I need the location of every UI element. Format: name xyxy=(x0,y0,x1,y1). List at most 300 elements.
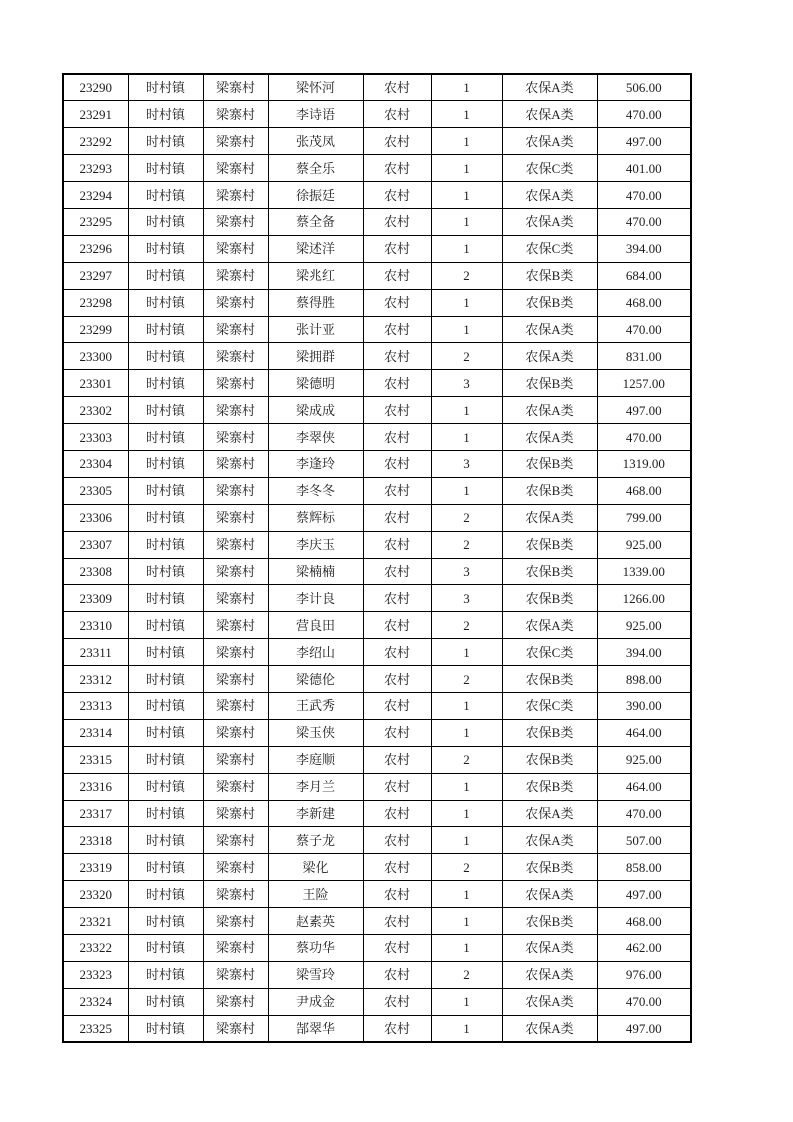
cell-person-count: 2 xyxy=(431,961,502,988)
cell-residence-type: 农村 xyxy=(363,1015,431,1042)
cell-residence-type: 农村 xyxy=(363,854,431,881)
cell-person-count: 2 xyxy=(431,504,502,531)
cell-person-name: 梁怀河 xyxy=(268,74,363,101)
cell-person-name: 李翠侠 xyxy=(268,424,363,451)
cell-serial-number: 23303 xyxy=(63,424,128,451)
table-row xyxy=(63,558,691,585)
cell-town: 时村镇 xyxy=(128,235,203,262)
cell-town: 时村镇 xyxy=(128,128,203,155)
cell-insurance-category: 农保B类 xyxy=(502,370,597,397)
cell-town: 时村镇 xyxy=(128,827,203,854)
cell-person-count: 3 xyxy=(431,585,502,612)
cell-residence-type: 农村 xyxy=(363,235,431,262)
cell-residence-type: 农村 xyxy=(363,477,431,504)
table-row xyxy=(63,370,691,397)
cell-person-count: 3 xyxy=(431,450,502,477)
cell-insurance-category: 农保A类 xyxy=(502,182,597,209)
cell-person-name: 赵素英 xyxy=(268,908,363,935)
cell-insurance-category: 农保B类 xyxy=(502,450,597,477)
table-row xyxy=(63,208,691,235)
cell-insurance-category: 农保A类 xyxy=(502,504,597,531)
cell-insurance-category: 农保C类 xyxy=(502,155,597,182)
cell-amount: 470.00 xyxy=(597,424,691,451)
cell-person-name: 尹成金 xyxy=(268,988,363,1015)
cell-insurance-category: 农保B类 xyxy=(502,531,597,558)
cell-person-count: 2 xyxy=(431,746,502,773)
table-row xyxy=(63,746,691,773)
table-row xyxy=(63,343,691,370)
cell-town: 时村镇 xyxy=(128,773,203,800)
cell-person-count: 2 xyxy=(431,666,502,693)
cell-amount: 497.00 xyxy=(597,128,691,155)
cell-town: 时村镇 xyxy=(128,746,203,773)
cell-person-count: 1 xyxy=(431,827,502,854)
cell-person-name: 蔡全备 xyxy=(268,208,363,235)
cell-person-name: 蔡功华 xyxy=(268,935,363,962)
cell-residence-type: 农村 xyxy=(363,692,431,719)
cell-residence-type: 农村 xyxy=(363,988,431,1015)
cell-person-count: 1 xyxy=(431,773,502,800)
cell-village: 梁寨村 xyxy=(203,504,268,531)
cell-residence-type: 农村 xyxy=(363,558,431,585)
cell-village: 梁寨村 xyxy=(203,1015,268,1042)
cell-amount: 497.00 xyxy=(597,397,691,424)
cell-person-count: 2 xyxy=(431,531,502,558)
table-row xyxy=(63,504,691,531)
table-row xyxy=(63,827,691,854)
cell-serial-number: 23301 xyxy=(63,370,128,397)
cell-serial-number: 23321 xyxy=(63,908,128,935)
table-row xyxy=(63,935,691,962)
cell-person-count: 1 xyxy=(431,182,502,209)
cell-person-name: 王武秀 xyxy=(268,692,363,719)
cell-village: 梁寨村 xyxy=(203,343,268,370)
table-row xyxy=(63,585,691,612)
table-row xyxy=(63,666,691,693)
cell-village: 梁寨村 xyxy=(203,692,268,719)
cell-person-name: 李庭顺 xyxy=(268,746,363,773)
cell-person-name: 李诗语 xyxy=(268,101,363,128)
cell-town: 时村镇 xyxy=(128,182,203,209)
cell-village: 梁寨村 xyxy=(203,800,268,827)
cell-serial-number: 23323 xyxy=(63,961,128,988)
cell-amount: 684.00 xyxy=(597,262,691,289)
cell-person-count: 2 xyxy=(431,343,502,370)
cell-amount: 464.00 xyxy=(597,719,691,746)
table-row xyxy=(63,854,691,881)
cell-person-name: 蔡全乐 xyxy=(268,155,363,182)
cell-town: 时村镇 xyxy=(128,370,203,397)
cell-serial-number: 23296 xyxy=(63,235,128,262)
cell-serial-number: 23319 xyxy=(63,854,128,881)
cell-serial-number: 23290 xyxy=(63,74,128,101)
table-row xyxy=(63,262,691,289)
cell-town: 时村镇 xyxy=(128,101,203,128)
cell-amount: 464.00 xyxy=(597,773,691,800)
cell-person-name: 张茂凤 xyxy=(268,128,363,155)
cell-village: 梁寨村 xyxy=(203,881,268,908)
cell-insurance-category: 农保B类 xyxy=(502,719,597,746)
cell-insurance-category: 农保A类 xyxy=(502,1015,597,1042)
table-row xyxy=(63,477,691,504)
cell-residence-type: 农村 xyxy=(363,800,431,827)
cell-insurance-category: 农保A类 xyxy=(502,881,597,908)
cell-person-count: 3 xyxy=(431,558,502,585)
cell-residence-type: 农村 xyxy=(363,773,431,800)
cell-serial-number: 23324 xyxy=(63,988,128,1015)
cell-residence-type: 农村 xyxy=(363,128,431,155)
table-row xyxy=(63,1015,691,1042)
table-row xyxy=(63,74,691,101)
cell-person-name: 李绍山 xyxy=(268,639,363,666)
cell-person-count: 1 xyxy=(431,477,502,504)
cell-village: 梁寨村 xyxy=(203,666,268,693)
table-row xyxy=(63,719,691,746)
cell-insurance-category: 农保A类 xyxy=(502,101,597,128)
cell-amount: 497.00 xyxy=(597,881,691,908)
cell-town: 时村镇 xyxy=(128,477,203,504)
cell-town: 时村镇 xyxy=(128,719,203,746)
cell-town: 时村镇 xyxy=(128,612,203,639)
cell-residence-type: 农村 xyxy=(363,262,431,289)
table-row xyxy=(63,101,691,128)
cell-amount: 470.00 xyxy=(597,208,691,235)
cell-amount: 462.00 xyxy=(597,935,691,962)
cell-person-count: 1 xyxy=(431,74,502,101)
cell-village: 梁寨村 xyxy=(203,397,268,424)
cell-serial-number: 23307 xyxy=(63,531,128,558)
cell-amount: 470.00 xyxy=(597,101,691,128)
cell-residence-type: 农村 xyxy=(363,504,431,531)
cell-insurance-category: 农保A类 xyxy=(502,74,597,101)
cell-insurance-category: 农保B类 xyxy=(502,854,597,881)
cell-serial-number: 23316 xyxy=(63,773,128,800)
cell-amount: 468.00 xyxy=(597,908,691,935)
cell-village: 梁寨村 xyxy=(203,289,268,316)
cell-person-name: 徐振廷 xyxy=(268,182,363,209)
cell-insurance-category: 农保B类 xyxy=(502,558,597,585)
cell-amount: 925.00 xyxy=(597,531,691,558)
cell-person-count: 1 xyxy=(431,908,502,935)
cell-town: 时村镇 xyxy=(128,397,203,424)
cell-village: 梁寨村 xyxy=(203,585,268,612)
cell-town: 时村镇 xyxy=(128,208,203,235)
cell-village: 梁寨村 xyxy=(203,450,268,477)
cell-village: 梁寨村 xyxy=(203,262,268,289)
table-row xyxy=(63,397,691,424)
cell-serial-number: 23306 xyxy=(63,504,128,531)
cell-residence-type: 农村 xyxy=(363,827,431,854)
cell-insurance-category: 农保B类 xyxy=(502,585,597,612)
cell-insurance-category: 农保C类 xyxy=(502,235,597,262)
cell-person-name: 蔡得胜 xyxy=(268,289,363,316)
cell-person-name: 王险 xyxy=(268,881,363,908)
cell-town: 时村镇 xyxy=(128,289,203,316)
cell-amount: 470.00 xyxy=(597,988,691,1015)
cell-amount: 506.00 xyxy=(597,74,691,101)
cell-person-name: 梁玉侠 xyxy=(268,719,363,746)
cell-residence-type: 农村 xyxy=(363,343,431,370)
cell-serial-number: 23299 xyxy=(63,316,128,343)
table-body xyxy=(63,74,691,1042)
cell-serial-number: 23304 xyxy=(63,450,128,477)
cell-village: 梁寨村 xyxy=(203,74,268,101)
cell-serial-number: 23294 xyxy=(63,182,128,209)
cell-town: 时村镇 xyxy=(128,988,203,1015)
cell-person-name: 梁成成 xyxy=(268,397,363,424)
cell-amount: 468.00 xyxy=(597,289,691,316)
table-row xyxy=(63,155,691,182)
cell-insurance-category: 农保C类 xyxy=(502,639,597,666)
cell-village: 梁寨村 xyxy=(203,773,268,800)
cell-serial-number: 23313 xyxy=(63,692,128,719)
table-row xyxy=(63,800,691,827)
cell-insurance-category: 农保A类 xyxy=(502,935,597,962)
cell-village: 梁寨村 xyxy=(203,558,268,585)
cell-person-count: 2 xyxy=(431,854,502,881)
table-row xyxy=(63,182,691,209)
cell-amount: 976.00 xyxy=(597,961,691,988)
cell-person-count: 1 xyxy=(431,639,502,666)
cell-serial-number: 23325 xyxy=(63,1015,128,1042)
cell-village: 梁寨村 xyxy=(203,477,268,504)
cell-serial-number: 23295 xyxy=(63,208,128,235)
cell-residence-type: 农村 xyxy=(363,155,431,182)
cell-village: 梁寨村 xyxy=(203,639,268,666)
table-row xyxy=(63,881,691,908)
cell-town: 时村镇 xyxy=(128,343,203,370)
cell-insurance-category: 农保A类 xyxy=(502,397,597,424)
cell-insurance-category: 农保A类 xyxy=(502,128,597,155)
cell-residence-type: 农村 xyxy=(363,961,431,988)
cell-village: 梁寨村 xyxy=(203,908,268,935)
cell-person-name: 李逢玲 xyxy=(268,450,363,477)
cell-person-name: 梁拥群 xyxy=(268,343,363,370)
cell-insurance-category: 农保B类 xyxy=(502,262,597,289)
table-row xyxy=(63,289,691,316)
table-row xyxy=(63,612,691,639)
cell-town: 时村镇 xyxy=(128,450,203,477)
cell-town: 时村镇 xyxy=(128,1015,203,1042)
cell-insurance-category: 农保B类 xyxy=(502,908,597,935)
table-row xyxy=(63,424,691,451)
cell-town: 时村镇 xyxy=(128,666,203,693)
cell-insurance-category: 农保A类 xyxy=(502,800,597,827)
cell-town: 时村镇 xyxy=(128,155,203,182)
cell-amount: 470.00 xyxy=(597,800,691,827)
cell-residence-type: 农村 xyxy=(363,450,431,477)
cell-town: 时村镇 xyxy=(128,262,203,289)
cell-town: 时村镇 xyxy=(128,800,203,827)
cell-person-name: 蔡辉标 xyxy=(268,504,363,531)
cell-amount: 470.00 xyxy=(597,182,691,209)
cell-town: 时村镇 xyxy=(128,585,203,612)
cell-residence-type: 农村 xyxy=(363,397,431,424)
table-row xyxy=(63,639,691,666)
cell-village: 梁寨村 xyxy=(203,961,268,988)
table-row xyxy=(63,316,691,343)
cell-person-count: 1 xyxy=(431,101,502,128)
cell-town: 时村镇 xyxy=(128,74,203,101)
cell-village: 梁寨村 xyxy=(203,182,268,209)
cell-person-name: 梁雪玲 xyxy=(268,961,363,988)
cell-village: 梁寨村 xyxy=(203,854,268,881)
cell-amount: 497.00 xyxy=(597,1015,691,1042)
cell-person-count: 1 xyxy=(431,719,502,746)
cell-village: 梁寨村 xyxy=(203,208,268,235)
cell-serial-number: 23302 xyxy=(63,397,128,424)
cell-town: 时村镇 xyxy=(128,935,203,962)
cell-serial-number: 23308 xyxy=(63,558,128,585)
cell-person-name: 李冬冬 xyxy=(268,477,363,504)
cell-town: 时村镇 xyxy=(128,961,203,988)
table-row xyxy=(63,988,691,1015)
cell-person-count: 1 xyxy=(431,316,502,343)
cell-person-name: 李计良 xyxy=(268,585,363,612)
pension-payment-table xyxy=(62,73,692,1043)
cell-insurance-category: 农保B类 xyxy=(502,746,597,773)
cell-residence-type: 农村 xyxy=(363,101,431,128)
cell-person-count: 1 xyxy=(431,208,502,235)
cell-serial-number: 23293 xyxy=(63,155,128,182)
cell-serial-number: 23310 xyxy=(63,612,128,639)
cell-village: 梁寨村 xyxy=(203,101,268,128)
cell-serial-number: 23298 xyxy=(63,289,128,316)
cell-town: 时村镇 xyxy=(128,881,203,908)
cell-residence-type: 农村 xyxy=(363,182,431,209)
table-row xyxy=(63,531,691,558)
table-row xyxy=(63,908,691,935)
table-row xyxy=(63,128,691,155)
cell-village: 梁寨村 xyxy=(203,370,268,397)
cell-person-name: 梁兆红 xyxy=(268,262,363,289)
cell-village: 梁寨村 xyxy=(203,719,268,746)
cell-person-count: 1 xyxy=(431,692,502,719)
cell-person-count: 1 xyxy=(431,988,502,1015)
table-row xyxy=(63,961,691,988)
cell-residence-type: 农村 xyxy=(363,585,431,612)
cell-residence-type: 农村 xyxy=(363,208,431,235)
cell-amount: 1339.00 xyxy=(597,558,691,585)
cell-person-count: 1 xyxy=(431,289,502,316)
cell-residence-type: 农村 xyxy=(363,881,431,908)
cell-person-count: 3 xyxy=(431,370,502,397)
cell-amount: 1257.00 xyxy=(597,370,691,397)
cell-insurance-category: 农保B类 xyxy=(502,773,597,800)
cell-residence-type: 农村 xyxy=(363,666,431,693)
cell-insurance-category: 农保A类 xyxy=(502,612,597,639)
cell-person-count: 2 xyxy=(431,612,502,639)
cell-insurance-category: 农保B类 xyxy=(502,666,597,693)
cell-residence-type: 农村 xyxy=(363,639,431,666)
cell-serial-number: 23292 xyxy=(63,128,128,155)
cell-serial-number: 23291 xyxy=(63,101,128,128)
cell-town: 时村镇 xyxy=(128,908,203,935)
cell-serial-number: 23322 xyxy=(63,935,128,962)
cell-serial-number: 23320 xyxy=(63,881,128,908)
cell-serial-number: 23312 xyxy=(63,666,128,693)
cell-person-count: 1 xyxy=(431,235,502,262)
cell-village: 梁寨村 xyxy=(203,612,268,639)
cell-town: 时村镇 xyxy=(128,504,203,531)
cell-village: 梁寨村 xyxy=(203,827,268,854)
cell-amount: 1266.00 xyxy=(597,585,691,612)
cell-town: 时村镇 xyxy=(128,531,203,558)
cell-person-count: 1 xyxy=(431,424,502,451)
cell-person-name: 郜翠华 xyxy=(268,1015,363,1042)
cell-village: 梁寨村 xyxy=(203,531,268,558)
cell-serial-number: 23309 xyxy=(63,585,128,612)
cell-person-name: 李新建 xyxy=(268,800,363,827)
cell-amount: 925.00 xyxy=(597,612,691,639)
cell-amount: 799.00 xyxy=(597,504,691,531)
cell-town: 时村镇 xyxy=(128,692,203,719)
table-row xyxy=(63,773,691,800)
cell-person-name: 李庆玉 xyxy=(268,531,363,558)
cell-residence-type: 农村 xyxy=(363,424,431,451)
cell-amount: 858.00 xyxy=(597,854,691,881)
cell-serial-number: 23300 xyxy=(63,343,128,370)
table-row xyxy=(63,450,691,477)
cell-amount: 394.00 xyxy=(597,639,691,666)
cell-person-name: 梁化 xyxy=(268,854,363,881)
cell-residence-type: 农村 xyxy=(363,370,431,397)
cell-insurance-category: 农保C类 xyxy=(502,692,597,719)
cell-town: 时村镇 xyxy=(128,316,203,343)
cell-serial-number: 23305 xyxy=(63,477,128,504)
cell-amount: 401.00 xyxy=(597,155,691,182)
cell-amount: 470.00 xyxy=(597,316,691,343)
cell-insurance-category: 农保A类 xyxy=(502,961,597,988)
cell-residence-type: 农村 xyxy=(363,316,431,343)
cell-person-name: 蔡子龙 xyxy=(268,827,363,854)
cell-person-name: 梁德明 xyxy=(268,370,363,397)
cell-town: 时村镇 xyxy=(128,854,203,881)
cell-person-count: 1 xyxy=(431,397,502,424)
cell-person-name: 梁德伦 xyxy=(268,666,363,693)
cell-person-count: 2 xyxy=(431,262,502,289)
cell-person-name: 营良田 xyxy=(268,612,363,639)
cell-serial-number: 23315 xyxy=(63,746,128,773)
cell-amount: 898.00 xyxy=(597,666,691,693)
cell-amount: 925.00 xyxy=(597,746,691,773)
table-row xyxy=(63,235,691,262)
cell-amount: 507.00 xyxy=(597,827,691,854)
cell-serial-number: 23318 xyxy=(63,827,128,854)
cell-amount: 1319.00 xyxy=(597,450,691,477)
cell-person-count: 1 xyxy=(431,128,502,155)
cell-insurance-category: 农保B类 xyxy=(502,289,597,316)
cell-serial-number: 23311 xyxy=(63,639,128,666)
cell-village: 梁寨村 xyxy=(203,935,268,962)
cell-village: 梁寨村 xyxy=(203,316,268,343)
cell-insurance-category: 农保A类 xyxy=(502,316,597,343)
cell-village: 梁寨村 xyxy=(203,235,268,262)
cell-residence-type: 农村 xyxy=(363,746,431,773)
cell-village: 梁寨村 xyxy=(203,155,268,182)
cell-residence-type: 农村 xyxy=(363,531,431,558)
cell-town: 时村镇 xyxy=(128,639,203,666)
cell-person-name: 梁述洋 xyxy=(268,235,363,262)
cell-residence-type: 农村 xyxy=(363,719,431,746)
cell-village: 梁寨村 xyxy=(203,988,268,1015)
cell-residence-type: 农村 xyxy=(363,612,431,639)
cell-amount: 394.00 xyxy=(597,235,691,262)
cell-serial-number: 23314 xyxy=(63,719,128,746)
cell-amount: 390.00 xyxy=(597,692,691,719)
table-row xyxy=(63,692,691,719)
cell-serial-number: 23317 xyxy=(63,800,128,827)
